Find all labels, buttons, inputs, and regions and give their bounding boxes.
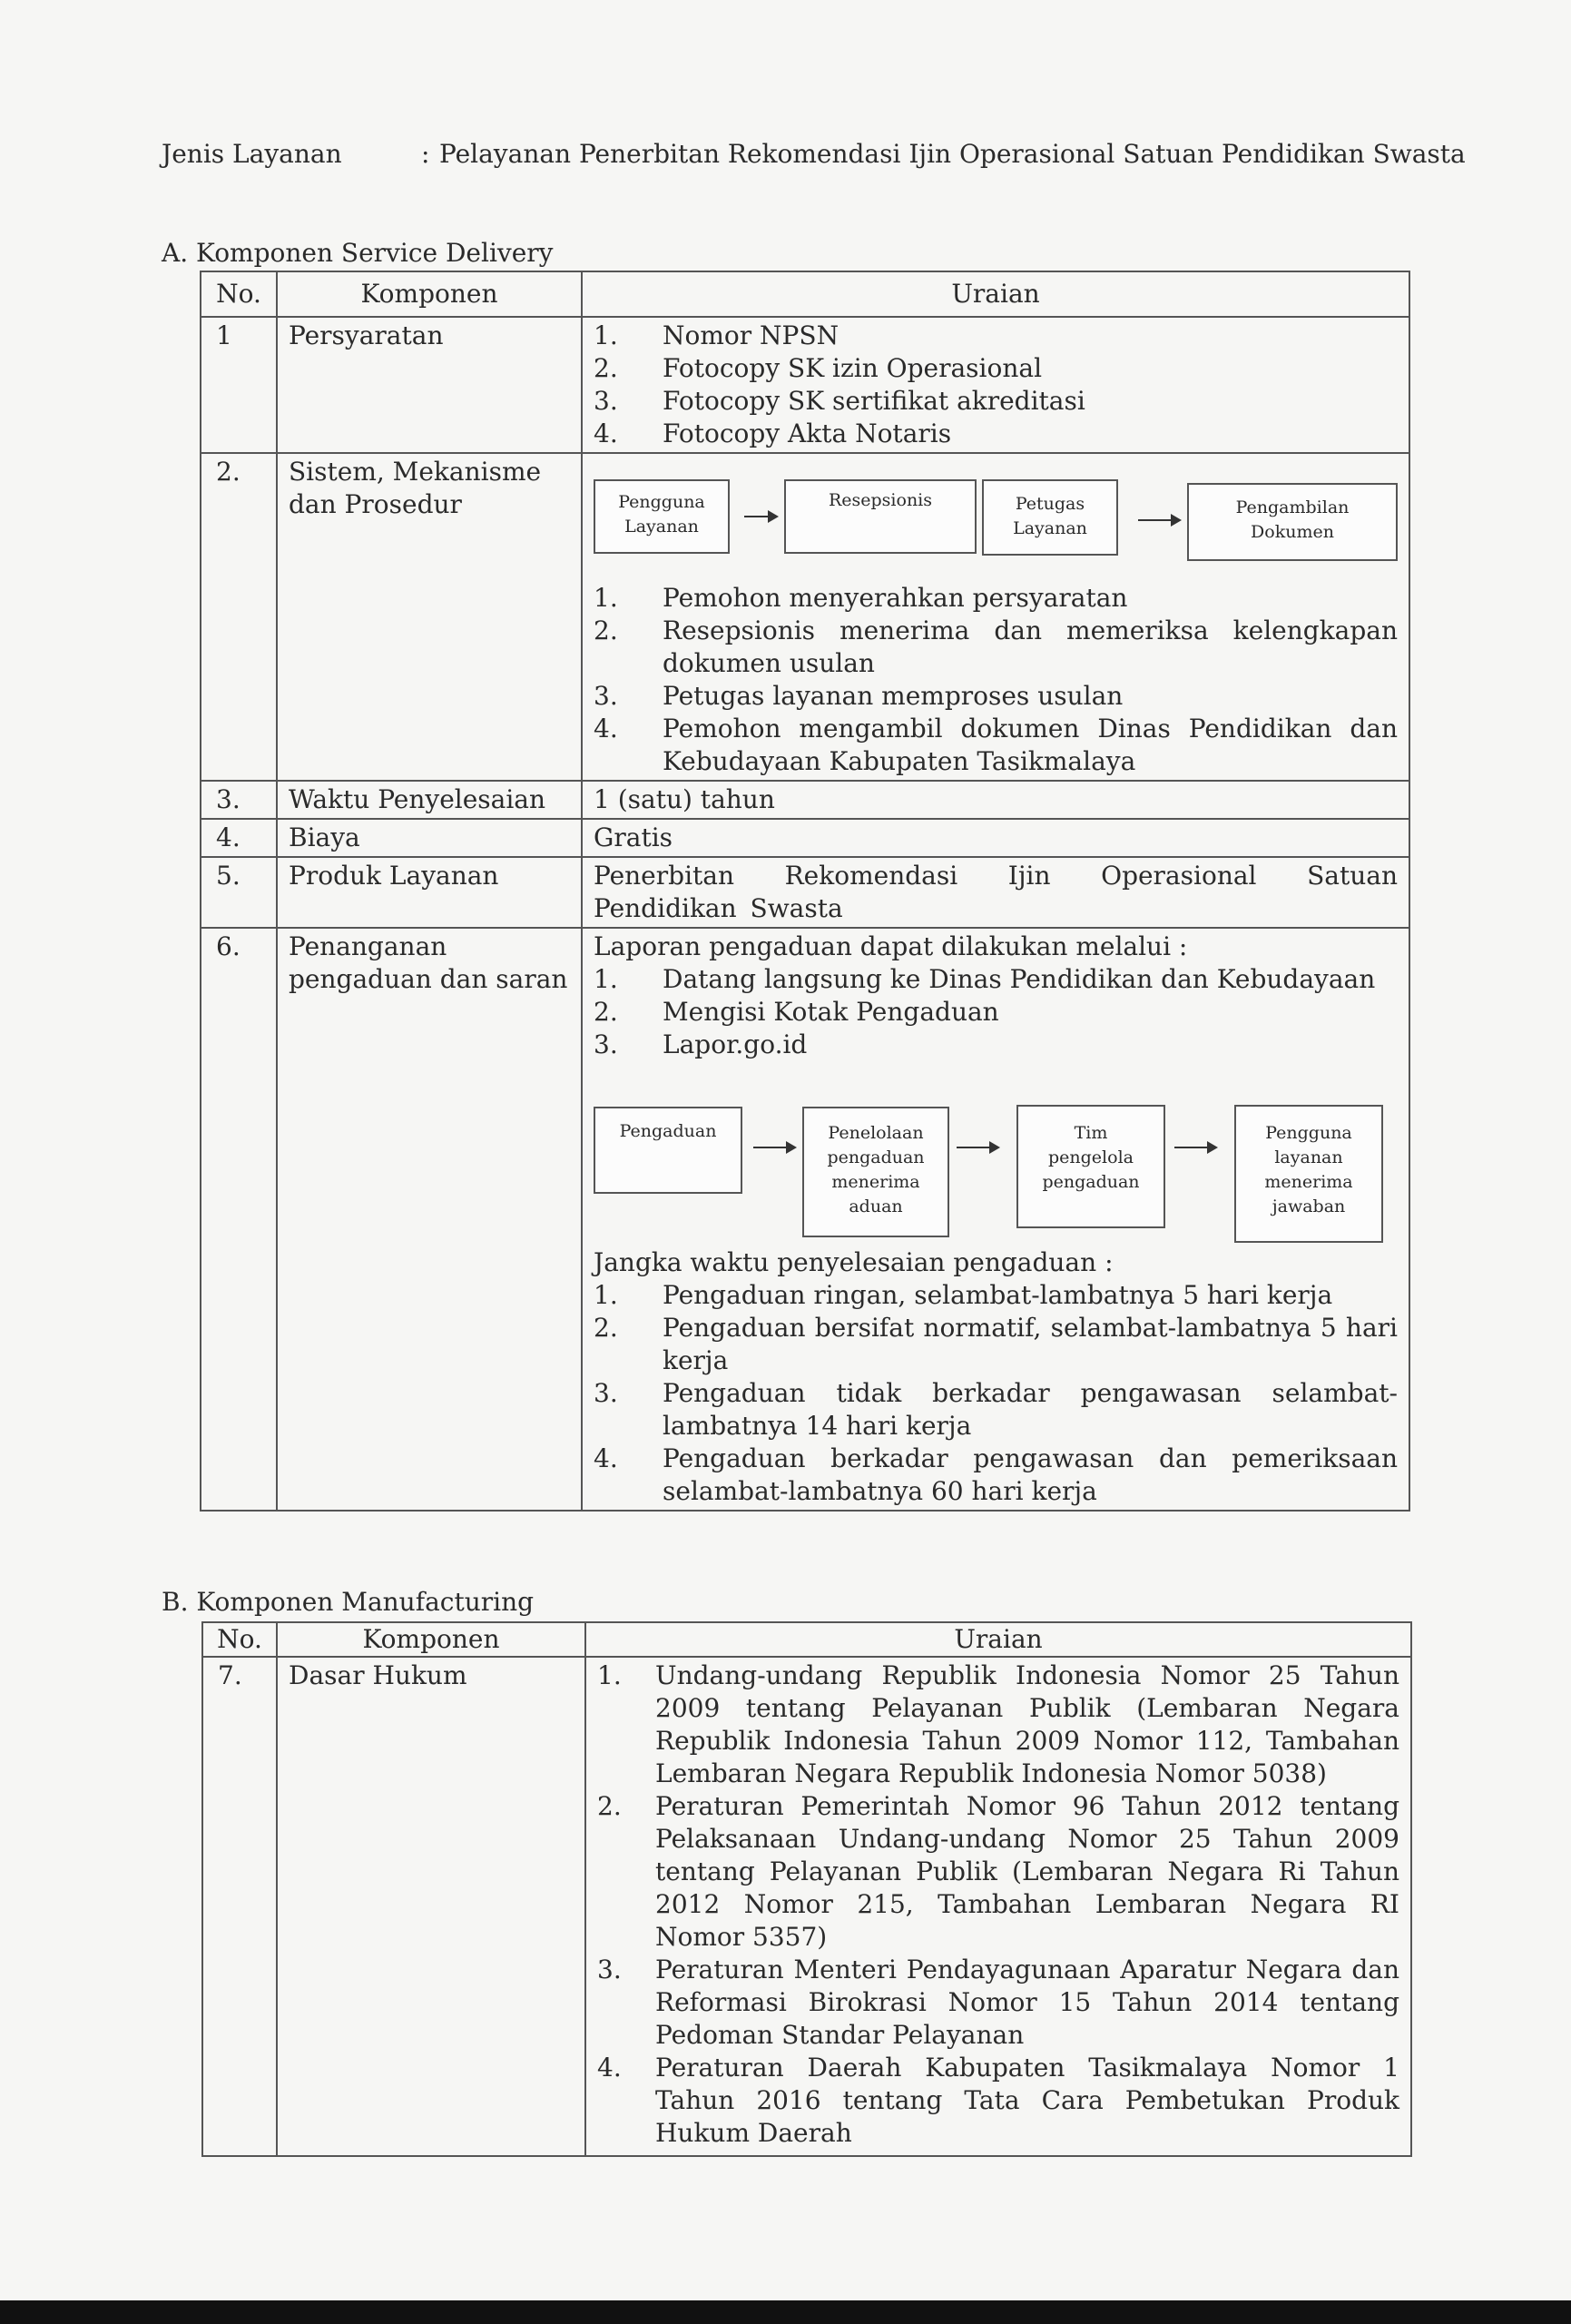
flow-arrow [957,1147,998,1148]
table-header-row [201,271,1409,317]
row-component: Waktu Penyelesaian [277,781,582,819]
list-item: 1. Undang-undang Republik Indonesia Nomor 25 Tahun 2009 tentang Pelayanan Publik (Lembaran Negara Republik Indonesia Tahun 2009 Nomor 112, Tambahan Lembaran Negara Republik Indonesia Nomor 5038) [597,1660,1399,1788]
list-item: 4. Pemohon mengambil dokumen Dinas Pendidikan dan Kebudayaan Kabupaten Tasikmalaya [594,714,1398,776]
header-uraian: Uraian [585,1622,1411,1657]
flow-arrow [753,1147,795,1148]
table-header-row [202,1622,1411,1657]
table-row [201,781,1409,819]
flow-box-tim: Tim pengelola pengaduan [1016,1105,1165,1228]
header-colon: : [421,139,430,169]
resolution-intro: Jangka waktu penyelesaian pengaduan : [594,1247,1114,1277]
list-item: 3. Pengaduan tidak berkadar pengawasan selambat-lambatnya 14 hari kerja [594,1378,1398,1441]
row-component: Biaya [277,819,582,857]
flow-arrow [1174,1147,1216,1148]
complaint-flowchart [594,1088,1398,1237]
list-item: 2. Resepsionis menerima dan memeriksa kelengkapan dokumen usulan [594,615,1398,678]
row-number: 7. [202,1657,277,2156]
service-type-label: Jenis Layanan [162,139,342,169]
flow-box-penelolaan: Penelolaan pengaduan menerima aduan [802,1107,949,1237]
list-item: 2. Mengisi Kotak Pengaduan [594,997,999,1027]
list-item: 2. Fotocopy SK izin Operasional [594,353,1043,383]
service-delivery-table [200,271,1410,1512]
list-item: 3. Fotocopy SK sertifikat akreditasi [594,386,1085,416]
table-row [201,453,1409,781]
row-component: Persyaratan [277,317,582,453]
row-number: 4. [201,819,277,857]
flow-box-pengambilan: Pengambilan Dokumen [1187,483,1398,561]
row-component: Dasar Hukum [277,1657,585,2156]
procedure-flowchart [594,461,1398,566]
list-item: 3. Petugas layanan memproses usulan [594,681,1124,711]
row-description: Gratis [582,819,1409,857]
list-item: 2. Peraturan Pemerintah Nomor 96 Tahun 2012 tentang Pelaksanaan Undang-undang Nomor 25 Tahun 2009 tentang Pelayanan Publik (Lembaran Negara Ri Tahun 2012 Nomor 215, Tambahan Lembaran Negara RI Nomor 5357) [597,1791,1399,1952]
row-component: Produk Layanan [277,857,582,928]
row-number: 3. [201,781,277,819]
table-row [201,819,1409,857]
list-item: 3. Lapor.go.id [594,1029,808,1059]
header-no: No. [202,1622,277,1657]
row-description [582,317,1409,453]
list-item: 4. Peraturan Daerah Kabupaten Tasikmalaya Nomor 1 Tahun 2016 tentang Tata Cara Pembetukan Produk Hukum Daerah [597,2053,1399,2148]
list-item: 1. Pemohon menyerahkan persyaratan [594,583,1128,613]
row-number: 5. [201,857,277,928]
flow-box-pengaduan: Pengaduan [594,1107,742,1194]
row-component: Penanganan pengaduan dan saran [277,928,582,1511]
complaint-intro: Laporan pengaduan dapat dilakukan melalui : [594,931,1188,961]
header-uraian: Uraian [582,271,1409,317]
table-row [201,857,1409,928]
row-description: 1 (satu) tahun [582,781,1409,819]
service-type-value: Pelayanan Penerbitan Rekomendasi Ijin Operasional Satuan Pendidikan Swasta [439,139,1466,169]
list-item: 1. Nomor NPSN [594,320,840,350]
list-item: 4. Fotocopy Akta Notaris [594,419,952,448]
flow-arrow [1138,519,1180,521]
flow-box-resepsionis: Resepsionis [784,479,977,554]
row-description: Penerbitan Rekomendasi Ijin Operasional Satuan Pendidikan Swasta [582,857,1409,928]
row-number: 1 [201,317,277,453]
manufacturing-table [201,1621,1412,2157]
header-no: No. [201,271,277,317]
header-komponen: Komponen [277,1622,585,1657]
row-number: 6. [201,928,277,1511]
table-row [201,928,1409,1511]
table-row [202,1657,1411,2156]
flow-box-pengguna: Pengguna Layanan [594,479,730,554]
list-item: 4. Pengaduan berkadar pengawasan dan pemeriksaan selambat-lambatnya 60 hari kerja [594,1443,1398,1506]
row-description [582,928,1409,1511]
section-b-title: B. Komponen Manufacturing [162,1587,535,1617]
table-row [201,317,1409,453]
row-number: 2. [201,453,277,781]
list-item: 2. Pengaduan bersifat normatif, selambat-lambatnya 5 hari kerja [594,1313,1398,1375]
list-item: 3. Peraturan Menteri Pendayagunaan Aparatur Negara dan Reformasi Birokrasi Nomor 15 Tahun 2014 tentang Pedoman Standar Pelayanan [597,1955,1399,2050]
list-item: 1. Datang langsung ke Dinas Pendidikan dan Kebudayaan [594,964,1376,994]
flow-box-petugas: Petugas Layanan [982,479,1118,556]
flow-box-pengguna-layanan: Pengguna layanan menerima jawaban [1234,1105,1383,1243]
row-description [582,453,1409,781]
header-komponen: Komponen [277,271,582,317]
row-component: Sistem, Mekanisme dan Prosedur [277,453,582,781]
flow-arrow [744,516,777,517]
section-a-title: A. Komponen Service Delivery [162,238,554,268]
list-item: 1. Pengaduan ringan, selambat-lambatnya 5 hari kerja [594,1280,1333,1310]
row-description [585,1657,1411,2156]
scan-bottom-edge [0,2300,1571,2324]
